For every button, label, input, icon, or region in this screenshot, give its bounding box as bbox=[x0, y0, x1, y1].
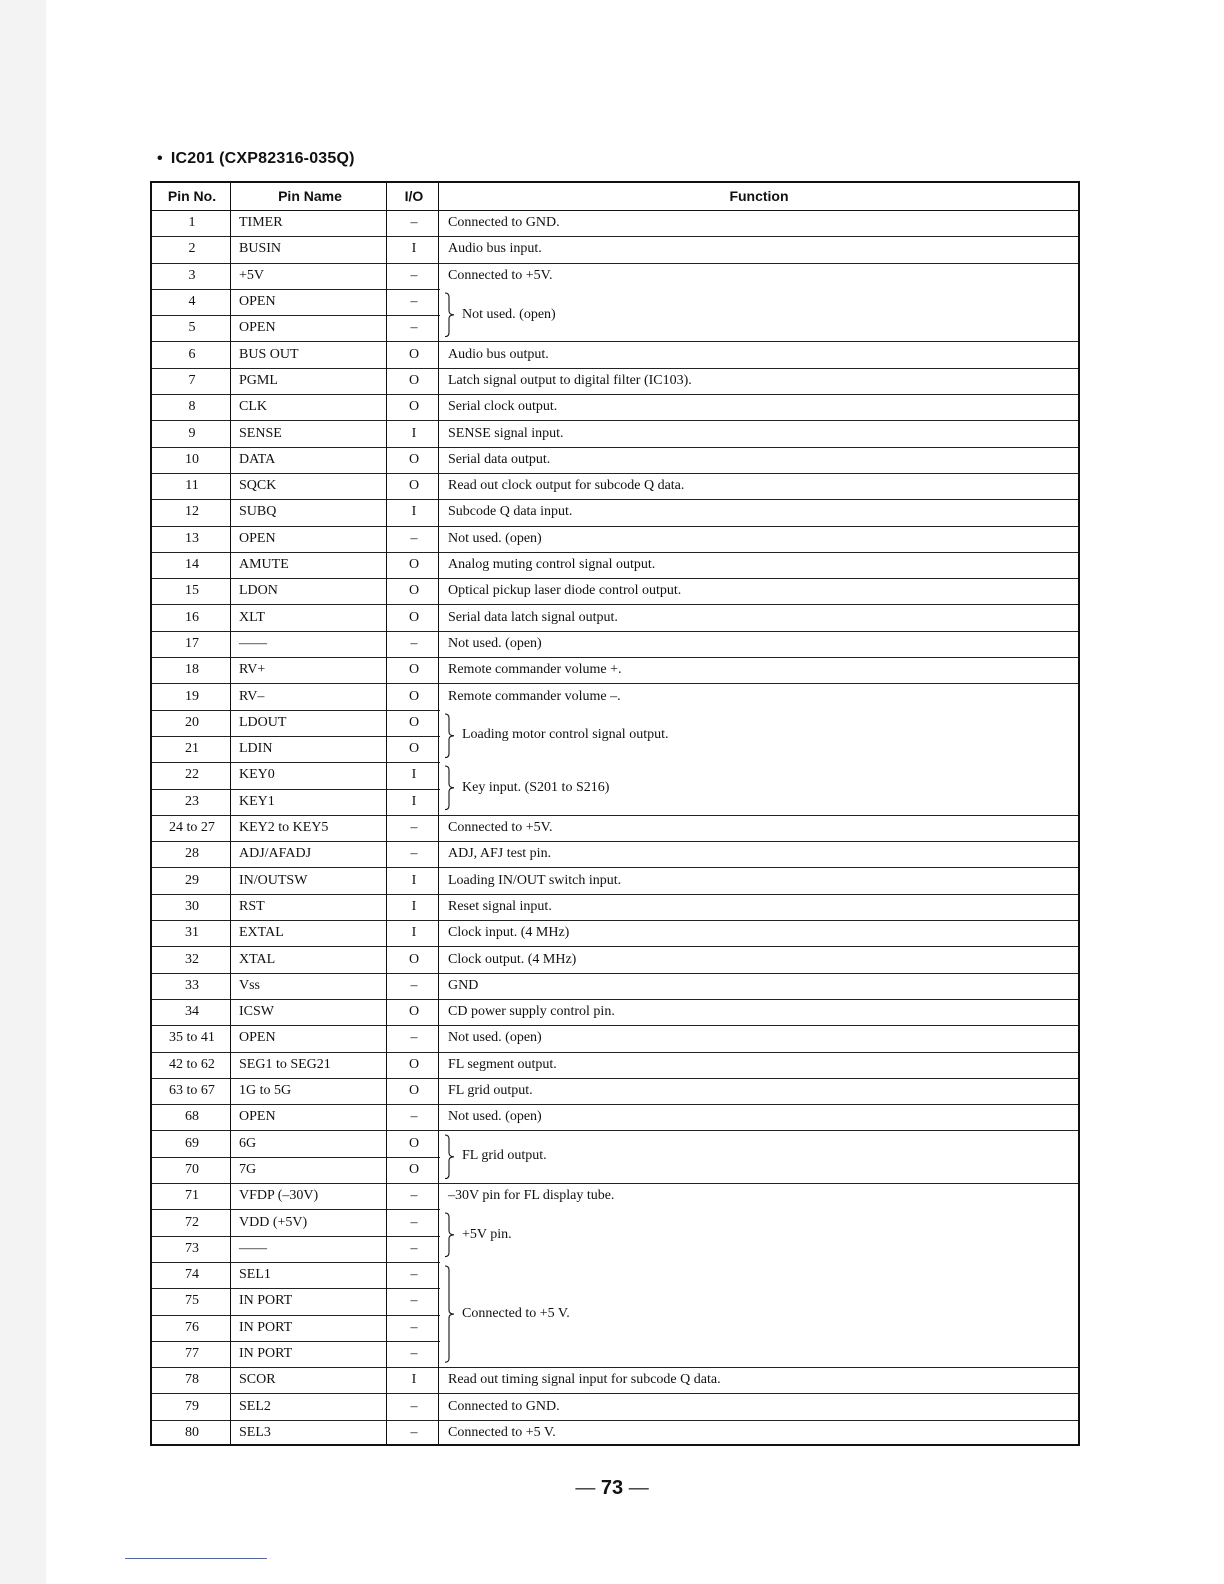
pin-name: SEL2 bbox=[239, 1398, 271, 1414]
pin-number: 15 bbox=[185, 583, 199, 599]
pin-io: O bbox=[408, 1161, 420, 1177]
grouped-function-cell bbox=[440, 1262, 1078, 1366]
pin-io: O bbox=[408, 1083, 420, 1099]
pin-name: TIMER bbox=[239, 215, 283, 231]
pin-function: Read out timing signal input for subcode Q data. bbox=[448, 1372, 721, 1388]
pin-function: Optical pickup laser diode control output. bbox=[448, 583, 682, 599]
table-row bbox=[152, 1183, 1078, 1210]
pin-function: CD power supply control pin. bbox=[448, 1004, 615, 1020]
pin-number: 16 bbox=[185, 609, 199, 625]
pin-number: 29 bbox=[185, 872, 199, 888]
pin-number: 34 bbox=[185, 1004, 199, 1020]
pin-function: Subcode Q data input. bbox=[448, 504, 573, 520]
pin-name: XLT bbox=[239, 609, 265, 625]
table-row bbox=[152, 552, 1078, 579]
pin-name: OPEN bbox=[239, 320, 276, 336]
pin-function: GND bbox=[448, 977, 479, 993]
pin-number: 68 bbox=[185, 1109, 199, 1125]
pin-io: – bbox=[410, 267, 418, 283]
pin-io: – bbox=[410, 977, 418, 993]
pin-io: O bbox=[408, 1056, 420, 1072]
pin-number: 71 bbox=[185, 1188, 199, 1204]
pin-io: – bbox=[410, 1030, 418, 1046]
pin-io: O bbox=[408, 346, 420, 362]
pin-function: Remote commander volume –. bbox=[448, 688, 621, 704]
pin-function: ADJ, AFJ test pin. bbox=[448, 846, 552, 862]
pin-name: OPEN bbox=[239, 294, 276, 310]
pin-number: 1 bbox=[188, 215, 196, 231]
pin-function: Loading IN/OUT switch input. bbox=[448, 872, 622, 888]
table-row bbox=[152, 526, 1078, 553]
pin-name: 7G bbox=[239, 1161, 257, 1177]
pin-number: 13 bbox=[185, 530, 199, 546]
pin-name: VFDP (–30V) bbox=[239, 1188, 319, 1204]
ic-title: IC201 (CXP82316-035Q) bbox=[170, 150, 355, 167]
pin-number: 74 bbox=[185, 1267, 199, 1283]
column-divider bbox=[438, 183, 439, 1444]
pin-function: Connected to +5 V. bbox=[448, 1424, 556, 1440]
brace-icon bbox=[444, 292, 456, 338]
pin-io: – bbox=[410, 846, 418, 862]
pin-io: O bbox=[408, 714, 420, 730]
pin-io: – bbox=[410, 1214, 418, 1230]
pin-function: –30V pin for FL display tube. bbox=[448, 1188, 615, 1204]
page-number-value: 73 bbox=[600, 1477, 624, 1499]
pin-number: 2 bbox=[188, 241, 196, 257]
pin-name: IN/OUTSW bbox=[239, 872, 308, 888]
pin-number: 22 bbox=[185, 767, 199, 783]
pin-io: – bbox=[410, 294, 418, 310]
pin-io: – bbox=[410, 820, 418, 836]
table-row bbox=[152, 868, 1078, 895]
pin-name: OPEN bbox=[239, 1030, 276, 1046]
pin-number: 12 bbox=[185, 504, 199, 520]
section-title bbox=[157, 150, 355, 168]
pin-name: SEG1 to SEG21 bbox=[239, 1056, 331, 1072]
pin-name: Vss bbox=[239, 977, 261, 993]
brace-icon bbox=[444, 1212, 456, 1258]
pin-number: 28 bbox=[185, 846, 199, 862]
pin-number: 18 bbox=[185, 662, 199, 678]
table-row bbox=[152, 815, 1078, 842]
table-row bbox=[152, 1104, 1078, 1131]
table-row bbox=[152, 578, 1078, 605]
pin-number: 75 bbox=[185, 1293, 199, 1309]
table-row bbox=[152, 499, 1078, 526]
pin-name: PGML bbox=[239, 372, 278, 388]
table-row bbox=[152, 683, 1078, 710]
table-header bbox=[152, 183, 1078, 211]
column-divider bbox=[386, 183, 387, 1444]
pin-io: – bbox=[410, 635, 418, 651]
pin-function: Serial data output. bbox=[448, 451, 551, 467]
brace-icon bbox=[444, 713, 456, 759]
pin-function: Audio bus output. bbox=[448, 346, 549, 362]
pin-name: AMUTE bbox=[239, 557, 289, 573]
grouped-function-cell bbox=[440, 1209, 1078, 1261]
pin-number: 6 bbox=[188, 346, 196, 362]
pin-io: – bbox=[410, 1293, 418, 1309]
pin-io: O bbox=[408, 372, 420, 388]
pin-name: SENSE bbox=[239, 425, 282, 441]
pin-name: ICSW bbox=[239, 1004, 274, 1020]
pin-function: Read out clock output for subcode Q data. bbox=[448, 478, 685, 494]
pin-name: LDIN bbox=[239, 741, 273, 757]
pin-function: Reset signal input. bbox=[448, 898, 552, 914]
pin-name: SEL3 bbox=[239, 1424, 271, 1440]
table-row bbox=[152, 1025, 1078, 1052]
pin-name: SUBQ bbox=[239, 504, 277, 520]
pin-name: XTAL bbox=[239, 951, 276, 967]
pin-name: OPEN bbox=[239, 1109, 276, 1125]
pin-number: 73 bbox=[185, 1240, 199, 1256]
table-row bbox=[152, 631, 1078, 658]
pin-number: 24 to 27 bbox=[169, 820, 215, 836]
pin-function: Latch signal output to digital filter (IC103). bbox=[448, 372, 692, 388]
pin-number: 14 bbox=[185, 557, 199, 573]
pin-number: 77 bbox=[185, 1346, 199, 1362]
table-row bbox=[152, 1078, 1078, 1105]
header-pin-no: Pin No. bbox=[167, 188, 217, 204]
pin-number: 20 bbox=[185, 714, 199, 730]
pin-name: +5V bbox=[239, 267, 265, 283]
pin-name: BUSIN bbox=[239, 241, 282, 257]
footer-rule bbox=[125, 1558, 267, 1559]
grouped-function-text: Key input. (S201 to S216) bbox=[462, 780, 610, 796]
scan-edge-shade bbox=[0, 0, 46, 1584]
pin-name: OPEN bbox=[239, 530, 276, 546]
pin-io: I bbox=[411, 872, 417, 888]
table-row bbox=[152, 210, 1078, 237]
table-row bbox=[152, 420, 1078, 447]
pin-number: 23 bbox=[185, 793, 199, 809]
pin-name: KEY2 to KEY5 bbox=[239, 820, 329, 836]
pin-function: Connected to GND. bbox=[448, 1398, 560, 1414]
pin-number: 42 to 62 bbox=[169, 1056, 215, 1072]
pin-name: KEY1 bbox=[239, 793, 275, 809]
pin-io: I bbox=[411, 241, 417, 257]
table-row bbox=[152, 263, 1078, 290]
pin-number: 17 bbox=[185, 635, 199, 651]
pin-io: I bbox=[411, 425, 417, 441]
pin-name: RV+ bbox=[239, 662, 266, 678]
dash-right: — bbox=[628, 1477, 649, 1499]
pin-io: I bbox=[411, 898, 417, 914]
pin-function: SENSE signal input. bbox=[448, 425, 564, 441]
grouped-function-text: +5V pin. bbox=[462, 1227, 512, 1243]
pin-number: 31 bbox=[185, 925, 199, 941]
pin-name: RST bbox=[239, 898, 265, 914]
table-row bbox=[152, 1394, 1078, 1421]
pin-function-table bbox=[150, 181, 1080, 1446]
header-io: I/O bbox=[404, 188, 424, 204]
pin-io: O bbox=[408, 478, 420, 494]
pin-io: – bbox=[410, 215, 418, 231]
pin-io: – bbox=[410, 1398, 418, 1414]
pin-number: 9 bbox=[188, 425, 196, 441]
pin-io: O bbox=[408, 688, 420, 704]
pin-number: 7 bbox=[188, 372, 196, 388]
pin-number: 79 bbox=[185, 1398, 199, 1414]
table-row bbox=[152, 920, 1078, 947]
table-row bbox=[152, 236, 1078, 263]
grouped-function-text: FL grid output. bbox=[462, 1148, 547, 1164]
brace-icon bbox=[444, 1265, 456, 1363]
grouped-function-cell bbox=[440, 289, 1078, 341]
pin-number: 30 bbox=[185, 898, 199, 914]
table-row bbox=[152, 894, 1078, 921]
pin-io: – bbox=[410, 1319, 418, 1335]
pin-io: – bbox=[410, 1267, 418, 1283]
pin-io: O bbox=[408, 583, 420, 599]
pin-number: 80 bbox=[185, 1424, 199, 1440]
pin-function: Not used. (open) bbox=[448, 1109, 542, 1125]
pin-function: Not used. (open) bbox=[448, 635, 542, 651]
grouped-function-cell bbox=[440, 710, 1078, 762]
pin-function: Analog muting control signal output. bbox=[448, 557, 656, 573]
pin-name: IN PORT bbox=[239, 1346, 293, 1362]
pin-io: I bbox=[411, 793, 417, 809]
table-row bbox=[152, 394, 1078, 421]
grouped-function-cell bbox=[440, 762, 1078, 814]
pin-name: LDON bbox=[239, 583, 278, 599]
pin-number: 78 bbox=[185, 1372, 199, 1388]
pin-name: SEL1 bbox=[239, 1267, 271, 1283]
pin-function: Remote commander volume +. bbox=[448, 662, 622, 678]
table-row bbox=[152, 1052, 1078, 1079]
pin-io: O bbox=[408, 741, 420, 757]
pin-function: Connected to +5V. bbox=[448, 820, 553, 836]
pin-name: DATA bbox=[239, 451, 276, 467]
pin-name: —— bbox=[239, 635, 267, 651]
brace-icon bbox=[444, 765, 456, 811]
pin-io: I bbox=[411, 767, 417, 783]
pin-name: 1G to 5G bbox=[239, 1083, 292, 1099]
pin-number: 10 bbox=[185, 451, 199, 467]
bullet: • bbox=[157, 150, 163, 167]
table-row bbox=[152, 657, 1078, 684]
header-function: Function bbox=[729, 188, 789, 204]
pin-name: 6G bbox=[239, 1135, 257, 1151]
pin-function: Connected to +5V. bbox=[448, 267, 553, 283]
pin-name: RV– bbox=[239, 688, 265, 704]
pin-number: 5 bbox=[188, 320, 196, 336]
pin-function: Connected to GND. bbox=[448, 215, 560, 231]
pin-io: – bbox=[410, 1240, 418, 1256]
pin-number: 72 bbox=[185, 1214, 199, 1230]
table-row bbox=[152, 1420, 1078, 1446]
table-row bbox=[152, 999, 1078, 1026]
pin-name: LDOUT bbox=[239, 714, 287, 730]
pin-io: – bbox=[410, 1346, 418, 1362]
table-row bbox=[152, 1367, 1078, 1394]
pin-io: O bbox=[408, 1135, 420, 1151]
pin-io: O bbox=[408, 951, 420, 967]
grouped-function-text: Loading motor control signal output. bbox=[462, 727, 669, 743]
pin-name: SCOR bbox=[239, 1372, 276, 1388]
pin-number: 3 bbox=[188, 267, 196, 283]
pin-name: KEY0 bbox=[239, 767, 275, 783]
pin-io: O bbox=[408, 662, 420, 678]
pin-function: Not used. (open) bbox=[448, 1030, 542, 1046]
pin-name: SQCK bbox=[239, 478, 277, 494]
table-row bbox=[152, 342, 1078, 369]
pin-number: 69 bbox=[185, 1135, 199, 1151]
pin-function: Not used. (open) bbox=[448, 530, 542, 546]
pin-io: – bbox=[410, 1424, 418, 1440]
table-row bbox=[152, 447, 1078, 474]
pin-io: I bbox=[411, 925, 417, 941]
pin-function: FL segment output. bbox=[448, 1056, 557, 1072]
pin-io: – bbox=[410, 320, 418, 336]
pin-name: IN PORT bbox=[239, 1319, 293, 1335]
pin-io: O bbox=[408, 557, 420, 573]
pin-function: Clock output. (4 MHz) bbox=[448, 951, 577, 967]
pin-io: – bbox=[410, 1109, 418, 1125]
table-row bbox=[152, 605, 1078, 632]
pin-io: I bbox=[411, 504, 417, 520]
pin-number: 63 to 67 bbox=[169, 1083, 215, 1099]
pin-number: 19 bbox=[185, 688, 199, 704]
pin-number: 32 bbox=[185, 951, 199, 967]
table-row bbox=[152, 841, 1078, 868]
pin-name: CLK bbox=[239, 399, 267, 415]
pin-name: IN PORT bbox=[239, 1293, 293, 1309]
pin-number: 70 bbox=[185, 1161, 199, 1177]
pin-number: 33 bbox=[185, 977, 199, 993]
pin-name: ADJ/AFADJ bbox=[239, 846, 312, 862]
table-row bbox=[152, 473, 1078, 500]
pin-function: Clock input. (4 MHz) bbox=[448, 925, 570, 941]
pin-number: 76 bbox=[185, 1319, 199, 1335]
table-row bbox=[152, 368, 1078, 395]
table-row bbox=[152, 946, 1078, 973]
pin-io: O bbox=[408, 1004, 420, 1020]
pin-io: O bbox=[408, 609, 420, 625]
pin-function: FL grid output. bbox=[448, 1083, 533, 1099]
header-pin-name: Pin Name bbox=[278, 188, 342, 204]
pin-function: Serial clock output. bbox=[448, 399, 558, 415]
pin-io: O bbox=[408, 399, 420, 415]
grouped-function-text: Not used. (open) bbox=[462, 306, 556, 322]
pin-io: O bbox=[408, 451, 420, 467]
pin-number: 21 bbox=[185, 741, 199, 757]
brace-icon bbox=[444, 1134, 456, 1180]
grouped-function-cell bbox=[440, 1131, 1078, 1183]
pin-name: VDD (+5V) bbox=[239, 1214, 308, 1230]
pin-name: —— bbox=[239, 1240, 267, 1256]
pin-name: EXTAL bbox=[239, 925, 284, 941]
pin-number: 8 bbox=[188, 399, 196, 415]
page-number bbox=[0, 1477, 1224, 1500]
pin-io: – bbox=[410, 530, 418, 546]
pin-function: Audio bus input. bbox=[448, 241, 542, 257]
pin-number: 11 bbox=[185, 478, 199, 494]
pin-number: 35 to 41 bbox=[169, 1030, 215, 1046]
pin-io: – bbox=[410, 1188, 418, 1204]
pin-function: Serial data latch signal output. bbox=[448, 609, 618, 625]
table-row bbox=[152, 973, 1078, 1000]
grouped-function-text: Connected to +5 V. bbox=[462, 1306, 570, 1322]
column-divider bbox=[230, 183, 231, 1444]
pin-io: I bbox=[411, 1372, 417, 1388]
pin-number: 4 bbox=[188, 294, 196, 310]
dash-left: — bbox=[575, 1477, 596, 1499]
pin-name: BUS OUT bbox=[239, 346, 299, 362]
